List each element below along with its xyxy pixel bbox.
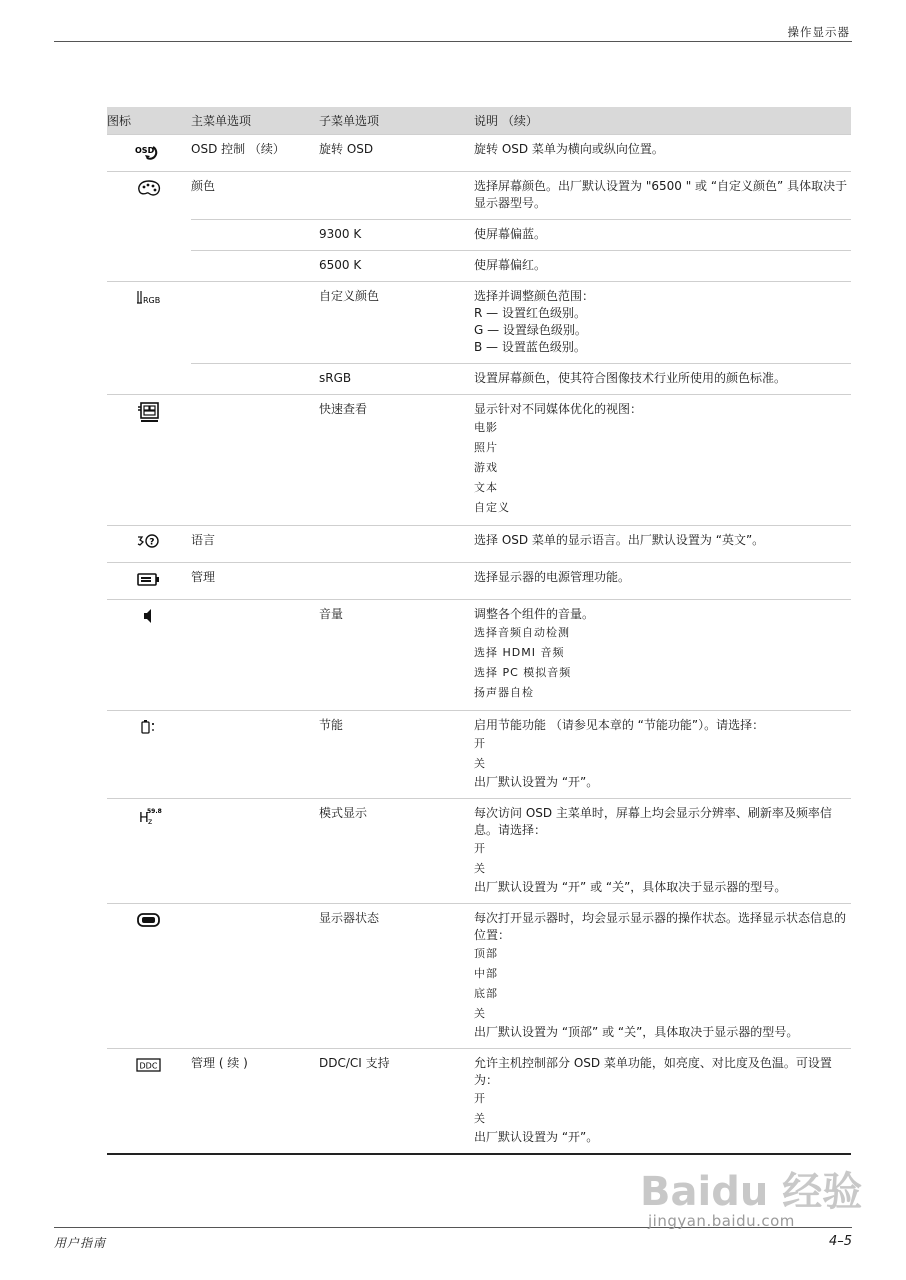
description-line: 选择 HDMI 音频 xyxy=(474,646,565,659)
submenu-option: 6500 K xyxy=(319,251,474,282)
main-menu-option: 管理 ( 续 ) xyxy=(191,1049,319,1155)
osd-menu-table xyxy=(107,107,851,1155)
table-row xyxy=(107,526,851,563)
description-line: 每次访问 OSD 主菜单时，屏幕上均会显示分辨率、刷新率及频率信息。请选择： xyxy=(474,806,832,837)
option-description xyxy=(474,563,851,600)
description-line: 出厂默认设置为 “开”。 xyxy=(474,1130,599,1144)
description-line: 选择屏幕颜色。出厂默认设置为 "6500 " 或 “自定义颜色” 具体取决于显示器型号。 xyxy=(474,179,848,210)
row-icon-cell xyxy=(107,526,191,563)
description-line: 选择音频自动检测 xyxy=(474,626,570,639)
palette-icon xyxy=(134,178,164,196)
table-row xyxy=(107,904,851,1049)
svg-text:DDC: DDC xyxy=(139,1061,158,1071)
svg-text:RGB: RGB xyxy=(143,296,161,305)
description-line: 关 xyxy=(474,1007,486,1020)
main-menu-option xyxy=(191,711,319,799)
option-description xyxy=(474,135,851,172)
description-line: 照片 xyxy=(474,441,498,454)
description-line: 开 xyxy=(474,1092,486,1105)
option-description xyxy=(474,904,851,1049)
ddc-icon xyxy=(134,1055,164,1073)
description-line: 开 xyxy=(474,737,486,750)
svg-text:OSD: OSD xyxy=(135,146,155,155)
main-menu-option: 颜色 xyxy=(191,172,319,220)
table-row xyxy=(107,600,851,711)
description-line: 允许主机控制部分 OSD 菜单功能，如亮度、对比度及色温。可设置为： xyxy=(474,1056,832,1087)
main-menu-option xyxy=(191,251,319,282)
header-rule xyxy=(54,41,852,42)
quickview-icon xyxy=(134,401,164,419)
description-line: 使屏幕偏蓝。 xyxy=(474,227,547,241)
option-description xyxy=(474,711,851,799)
description-line: 旋转 OSD 菜单为横向或纵向位置。 xyxy=(474,142,664,156)
submenu-option: 模式显示 xyxy=(319,799,474,904)
footer-guide-title: 用户指南 xyxy=(54,1236,107,1250)
main-menu-option xyxy=(191,395,319,526)
table-row xyxy=(107,135,851,172)
row-icon-cell xyxy=(107,395,191,526)
option-description xyxy=(474,600,851,711)
submenu-option: sRGB xyxy=(319,364,474,395)
submenu-option: 旋转 OSD xyxy=(319,135,474,172)
description-line: 显示针对不同媒体优化的视图： xyxy=(474,402,643,416)
main-menu-option: 管理 xyxy=(191,563,319,600)
row-icon-cell xyxy=(107,135,191,172)
main-menu-option xyxy=(191,282,319,364)
description-line: 顶部 xyxy=(474,947,498,960)
table-row xyxy=(107,220,851,251)
row-icon-cell xyxy=(107,251,191,282)
column-header-icon: 图标 xyxy=(107,107,191,135)
option-description xyxy=(474,1049,851,1155)
main-menu-option xyxy=(191,364,319,395)
option-description xyxy=(474,364,851,395)
option-description xyxy=(474,282,851,364)
row-icon-cell xyxy=(107,282,191,364)
svg-text:?: ? xyxy=(149,537,155,548)
submenu-option: 自定义颜色 xyxy=(319,282,474,364)
speaker-icon xyxy=(134,606,164,624)
submenu-option xyxy=(319,172,474,220)
main-menu-option xyxy=(191,220,319,251)
row-icon-cell xyxy=(107,904,191,1049)
description-line: 开 xyxy=(474,842,486,855)
main-menu-option: OSD 控制 （续） xyxy=(191,135,319,172)
description-line: 扬声器自检 xyxy=(474,686,534,699)
option-description xyxy=(474,220,851,251)
column-header-submenu: 子菜单选项 xyxy=(319,107,474,135)
row-icon-cell xyxy=(107,799,191,904)
table-row xyxy=(107,1049,851,1155)
main-menu-option: 语言 xyxy=(191,526,319,563)
row-icon-cell xyxy=(107,711,191,799)
description-line: 关 xyxy=(474,757,486,770)
description-line: 调整各个组件的音量。 xyxy=(474,607,595,621)
row-icon-cell xyxy=(107,172,191,220)
description-line: 关 xyxy=(474,1112,486,1125)
table-row xyxy=(107,395,851,526)
description-line: 电影 xyxy=(474,421,498,434)
hz-icon xyxy=(134,805,164,823)
submenu-option: 音量 xyxy=(319,600,474,711)
column-header-main-menu: 主菜单选项 xyxy=(191,107,319,135)
footer-page-number: 4–5 xyxy=(828,1234,852,1249)
main-menu-option xyxy=(191,799,319,904)
row-icon-cell xyxy=(107,563,191,600)
option-description xyxy=(474,251,851,282)
description-line: 文本 xyxy=(474,481,498,494)
description-line: G — 设置绿色级别。 xyxy=(474,323,587,337)
svg-text:59.8: 59.8 xyxy=(147,808,162,815)
table-row xyxy=(107,172,851,220)
monitor-status-icon xyxy=(134,910,164,928)
column-header-description: 说明 （续） xyxy=(474,107,851,135)
description-line: 游戏 xyxy=(474,461,498,474)
rgb-adjust-icon xyxy=(134,288,164,306)
description-line: 每次打开显示器时，均会显示显示器的操作状态。选择显示状态信息的位置： xyxy=(474,911,847,942)
table-header-row xyxy=(107,107,851,135)
description-line: 选择并调整颜色范围： xyxy=(474,289,595,303)
row-icon-cell xyxy=(107,364,191,395)
header-title: 操作显示器 xyxy=(787,25,850,39)
option-description xyxy=(474,526,851,563)
description-line: 中部 xyxy=(474,967,498,980)
submenu-option: 9300 K xyxy=(319,220,474,251)
main-menu-option xyxy=(191,904,319,1049)
description-line: R — 设置红色级别。 xyxy=(474,306,586,320)
option-description xyxy=(474,172,851,220)
description-line: 出厂默认设置为 “顶部” 或 “关”，具体取决于显示器的型号。 xyxy=(474,1025,799,1039)
submenu-option xyxy=(319,563,474,600)
table-row xyxy=(107,711,851,799)
submenu-option xyxy=(319,526,474,563)
submenu-option: 节能 xyxy=(319,711,474,799)
description-line: 使屏幕偏红。 xyxy=(474,258,547,272)
svg-text:z: z xyxy=(148,817,153,825)
description-line: 启用节能功能 （请参见本章的 “节能功能”）。请选择： xyxy=(474,718,765,732)
svg-text:H: H xyxy=(139,811,149,825)
description-line: 选择 PC 模拟音频 xyxy=(474,666,572,679)
description-line: 选择 OSD 菜单的显示语言。出厂默认设置为 “英文”。 xyxy=(474,533,765,547)
power-saver-icon xyxy=(134,717,164,735)
table-row xyxy=(107,563,851,600)
table-row xyxy=(107,364,851,395)
osd-rotate-icon xyxy=(134,141,164,159)
row-icon-cell xyxy=(107,1049,191,1155)
description-line: 出厂默认设置为 “开”。 xyxy=(474,775,599,789)
row-icon-cell xyxy=(107,220,191,251)
watermark-logo: Baidu 经验 xyxy=(640,1169,863,1215)
description-line: B — 设置蓝色级别。 xyxy=(474,340,586,354)
description-line: 设置屏幕颜色，使其符合图像技术行业所使用的颜色标准。 xyxy=(474,371,787,385)
option-description xyxy=(474,799,851,904)
description-line: 出厂默认设置为 “开” 或 “关”，具体取决于显示器的型号。 xyxy=(474,880,787,894)
main-menu-option xyxy=(191,600,319,711)
table-row xyxy=(107,282,851,364)
submenu-option: 快速查看 xyxy=(319,395,474,526)
description-line: 底部 xyxy=(474,987,498,1000)
table-row xyxy=(107,251,851,282)
language-icon xyxy=(134,532,164,550)
submenu-option: DDC/CI 支持 xyxy=(319,1049,474,1155)
submenu-option: 显示器状态 xyxy=(319,904,474,1049)
description-line: 选择显示器的电源管理功能。 xyxy=(474,570,631,584)
description-line: 自定义 xyxy=(474,501,510,514)
option-description xyxy=(474,395,851,526)
description-line: 关 xyxy=(474,862,486,875)
watermark-url: jingyan.baidu.com xyxy=(648,1212,795,1230)
row-icon-cell xyxy=(107,600,191,711)
table-row xyxy=(107,799,851,904)
management-icon xyxy=(134,569,164,587)
